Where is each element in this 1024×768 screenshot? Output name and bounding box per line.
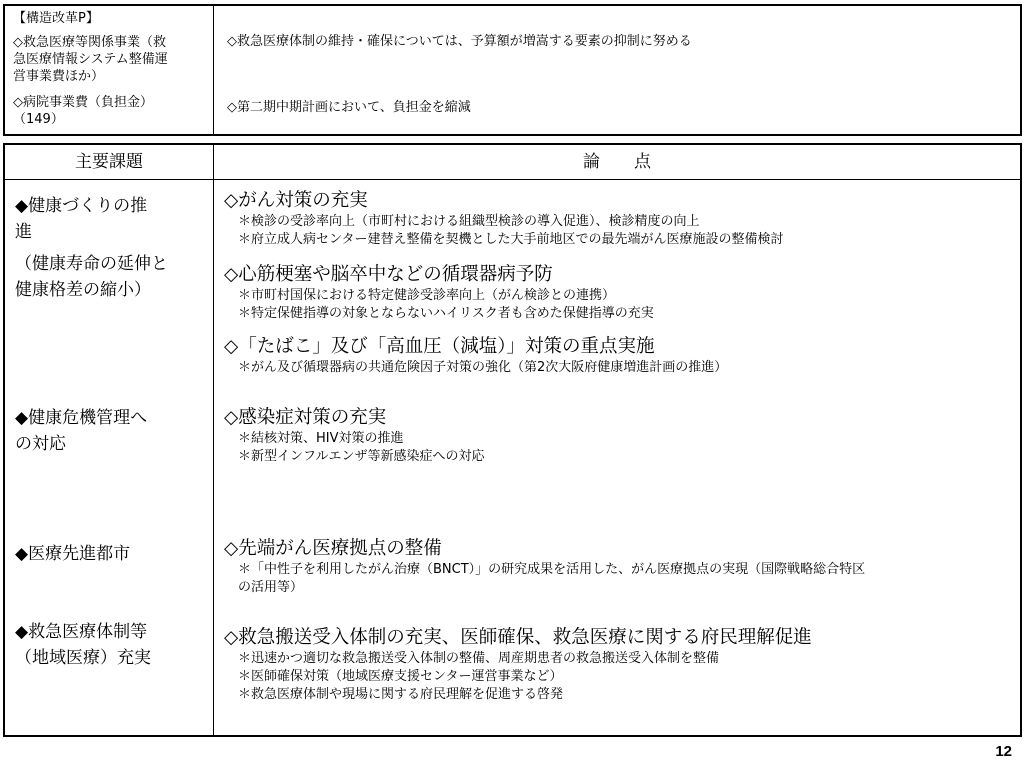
- header-separator: [5, 179, 1020, 180]
- point-cardiovascular-bullet: ＊特定保健指導の対象とならないハイリスク者も含めた保健指導の充実: [238, 306, 654, 321]
- header-points: 論 点: [583, 152, 651, 172]
- reform-item-emergency-medical: ◇救急医療等関係事業（救 急医療情報システム整備運 営事業費ほか）: [13, 35, 168, 84]
- header-main-issues: 主要課題: [75, 152, 143, 172]
- issue-health-promotion: ◆健康づくりの推 進: [15, 196, 148, 242]
- page-number: 12: [995, 743, 1012, 760]
- issue-health-crisis: ◆健康危機管理へ の対応: [15, 408, 148, 454]
- point-advanced-cancer-title: ◇先端がん医療拠点の整備: [224, 538, 442, 559]
- reform-label: 【構造改革P】: [13, 11, 99, 26]
- reform-point-emergency-medical: ◇救急医療体制の維持・確保については、予算額が増嵩する要素の抑制に努める: [227, 34, 692, 49]
- point-cardiovascular-title: ◇心筋梗塞や脳卒中などの循環器病予防: [224, 264, 553, 285]
- point-advanced-cancer-bullet: ＊「中性子を利用したがん治療（BNCT）」の研究成果を活用した、がん医療拠点の実現（国際戦略総合特区 の活用等）: [238, 562, 866, 595]
- point-infection-bullet: ＊新型インフルエンザ等新感染症への対応: [238, 449, 485, 464]
- reform-box-divider: [213, 6, 214, 134]
- point-emergency-title: ◇救急搬送受入体制の充実、医師確保、救急医療に関する府民理解促進: [224, 627, 812, 648]
- point-emergency-bullet: ＊医師確保対策（地域医療支援センター運営事業など）: [238, 669, 563, 684]
- point-group-advanced-cancer: [224, 537, 1013, 597]
- point-cancer-title: ◇がん対策の充実: [224, 190, 368, 211]
- issue-emergency-medical: ◆救急医療体制等 （地域医療）充実: [15, 622, 151, 668]
- point-group-infection: [224, 406, 484, 466]
- point-cancer-bullet: ＊検診の受診率向上（市町村における組織型検診の導入促進）、検診精度の向上: [238, 214, 700, 229]
- point-group-cancer: [224, 189, 783, 249]
- reform-point-hospital: ◇第二期中期計画において、負担金を縮減: [227, 100, 471, 115]
- reform-box: [3, 4, 1022, 136]
- reform-item-hospital: ◇病院事業費（負担金） （149）: [13, 95, 153, 127]
- issue-advanced-medicine: ◆医療先進都市: [15, 544, 131, 564]
- point-tobacco-title: ◇「たばこ」及び「高血圧（減塩）」対策の重点実施: [224, 336, 655, 357]
- point-group-tobacco: [224, 335, 727, 377]
- issue-health-promotion-sub: （健康寿命の延伸と 健康格差の縮小）: [15, 254, 168, 300]
- point-cancer-bullet: ＊府立成人病センター建替え整備を契機とした大手前地区での最先端がん医療施設の整備検討: [238, 232, 784, 247]
- point-group-emergency: [224, 626, 812, 704]
- issues-table: [3, 143, 1022, 737]
- point-emergency-bullet: ＊迅速かつ適切な救急搬送受入体制の整備、周産期患者の救急搬送受入体制を整備: [238, 651, 720, 666]
- point-tobacco-bullet: ＊がん及び循環器病の共通危険因子対策の強化（第2次大阪府健康増進計画の推進）: [238, 360, 728, 375]
- point-emergency-bullet: ＊救急医療体制や現場に関する府民理解を促進する啓発: [238, 687, 564, 702]
- point-infection-title: ◇感染症対策の充実: [224, 407, 387, 428]
- issues-table-divider: [213, 145, 214, 735]
- point-cardiovascular-bullet: ＊市町村国保における特定健診受診率向上（がん検診との連携）: [238, 288, 616, 303]
- point-infection-bullet: ＊結核対策、HIV対策の推進: [238, 431, 404, 446]
- point-group-cardiovascular: [224, 263, 654, 323]
